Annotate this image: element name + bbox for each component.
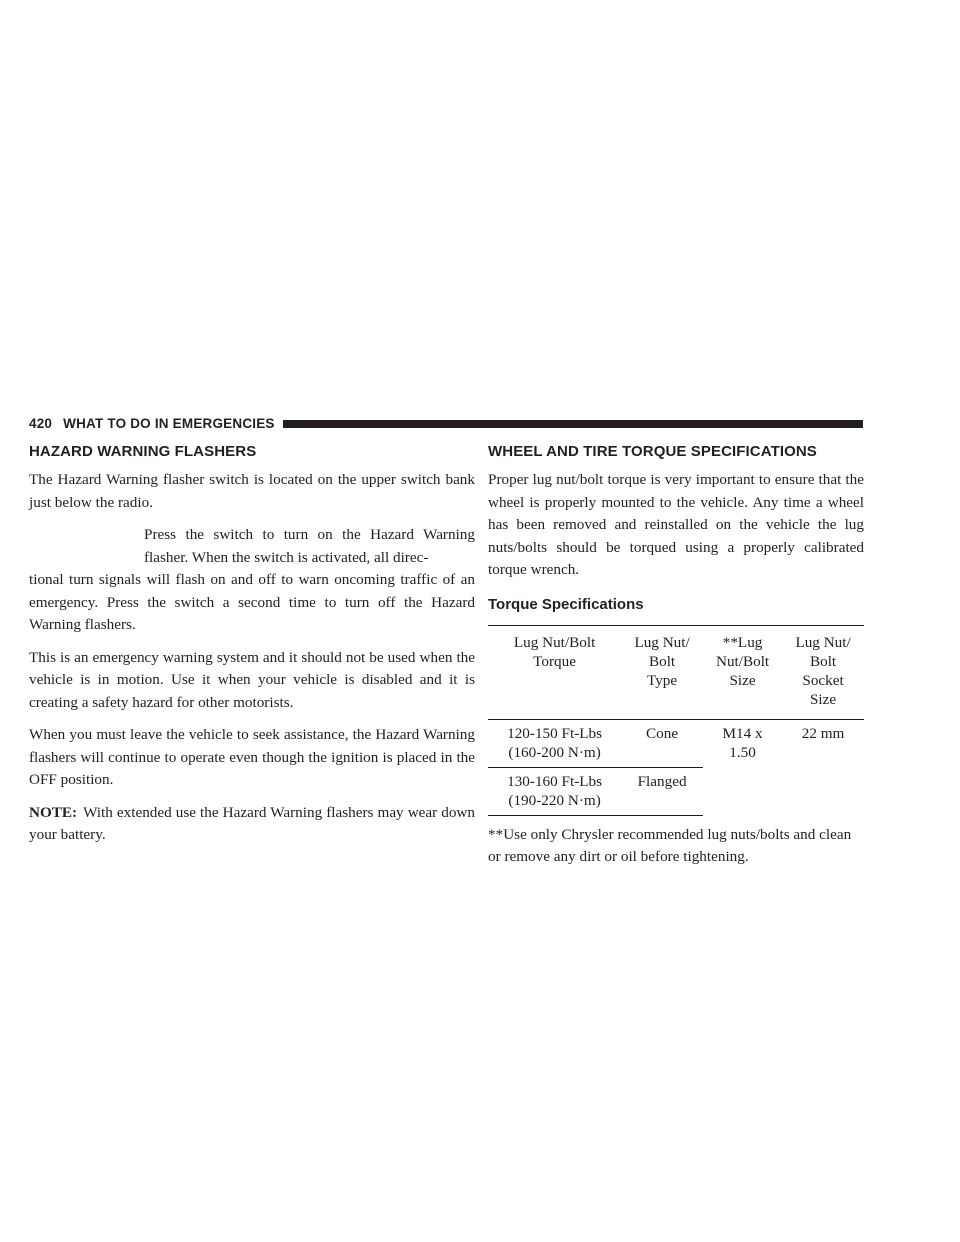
cell-torque: 130-160 Ft-Lbs (190-220 N·m) [488,767,621,815]
hazard-note [29,802,475,847]
hazard-paragraph-switch-indent: Press the switch to turn on the Hazard Warning flasher. When the switch is activated, all direc- [144,526,475,566]
hazard-paragraph-ignition: When you must leave the vehicle to seek assistance, the Hazard Warning flashers will continue to operate even though the ignition is placed in the OFF position. [29,726,475,788]
hazard-heading: HAZARD WARNING FLASHERS [29,443,257,460]
header-socket: Lug Nut/ Bolt Socket Size [782,625,864,719]
header-size: **Lug Nut/Bolt Size [703,625,782,719]
cell-size: M14 x 1.50 [722,724,763,761]
right-column [488,443,864,869]
cell-torque: 120-150 Ft-Lbs (160-200 N·m) [488,719,621,767]
header-type: Lug Nut/ Bolt Type [621,625,703,719]
page-header [29,416,863,431]
torque-table [488,625,864,816]
cell-type: Cone [621,719,703,767]
note-text: With extended use the Hazard Warning flashers may wear down your battery. [29,803,475,843]
torque-footnote: **Use only Chrysler recommended lug nuts/bolts and clean or remove any dirt or oil before tightening. [488,825,852,865]
table-row [488,719,864,767]
hazard-paragraph-warning: This is an emergency warning system and it should not be used when the vehicle is in motion. Use it when your vehicle is disabled and it is creating a safety hazard for other motorists. [29,648,475,711]
hazard-paragraph-location: The Hazard Warning flasher switch is located on the upper switch bank just below the radio. [29,471,475,511]
page-number: 420 [29,416,53,431]
hazard-paragraph-switch-continued: tional turn signals will flash on and off to warn oncoming traffic of an emergency. Press the switch a second time to turn off the Hazard Warning flashers. [29,571,475,633]
torque-heading: WHEEL AND TIRE TORQUE SPECIFICATIONS [488,443,817,460]
torque-subheading: Torque Specifications [488,595,644,613]
header-rule [283,420,863,428]
cell-socket: 22 mm [801,724,845,742]
cell-type: Flanged [621,767,703,815]
left-column [29,443,475,857]
note-label: NOTE: [29,803,78,821]
table-header-row [488,625,864,719]
header-torque: Lug Nut/Bolt Torque [488,625,621,719]
section-title: WHAT TO DO IN EMERGENCIES [63,416,275,431]
torque-intro: Proper lug nut/bolt torque is very important to ensure that the wheel is properly mounted to the vehicle. Any time a wheel has been removed and reinstalled on the vehicle the lug nuts/bolts should be torqued using a properly calibrated torque wrench. [488,471,864,578]
